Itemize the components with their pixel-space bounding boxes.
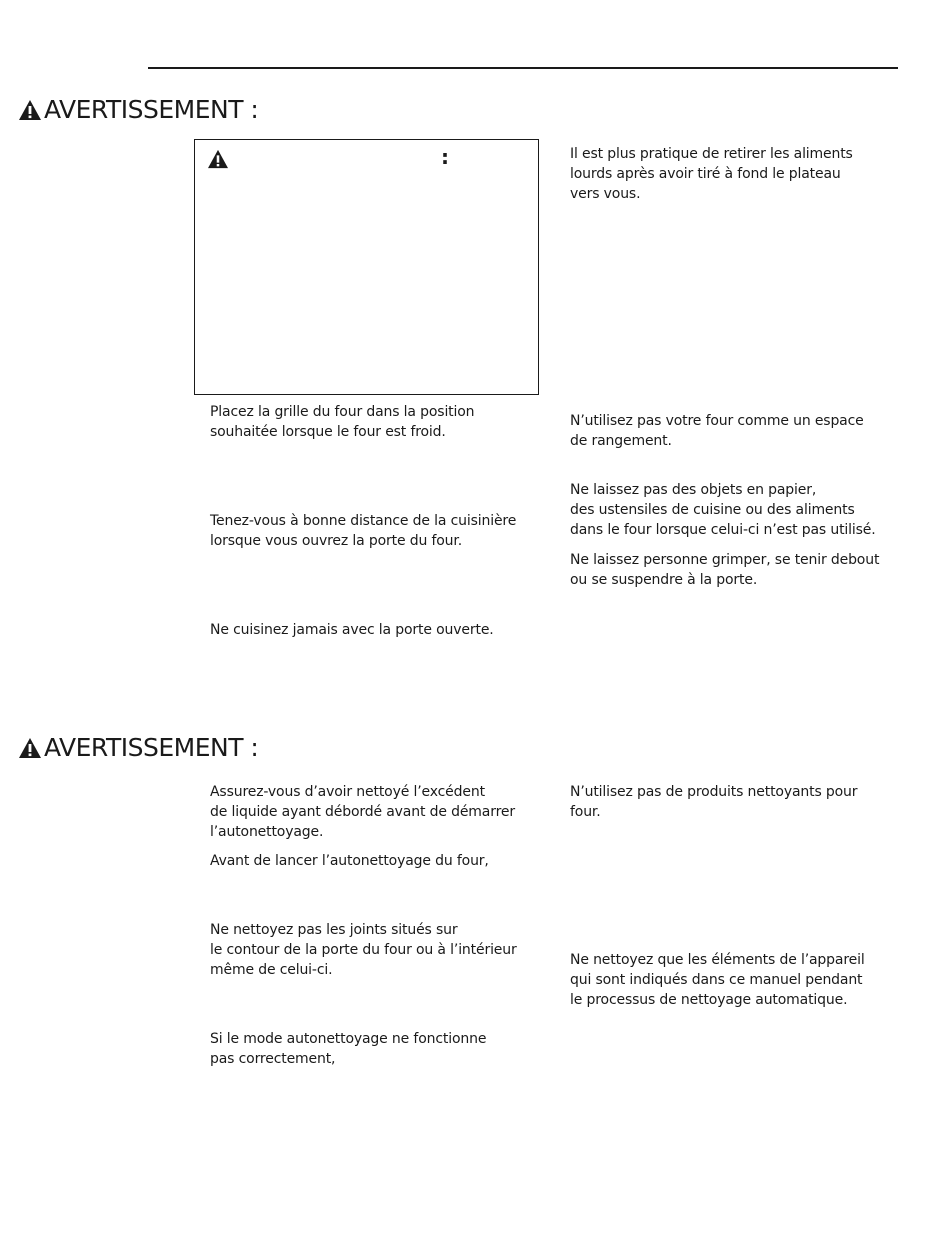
warning-heading-text: AVERTISSEMENT : (44, 733, 259, 762)
warning-heading-text: AVERTISSEMENT : (44, 95, 259, 124)
warning-box-colon: : (441, 145, 449, 169)
paragraph-door-open: Ne cuisinez jamais avec la porte ouverte. (210, 622, 494, 638)
warning-triangle-icon (207, 149, 229, 169)
paragraph-before-self-clean: Avant de lancer l’autonettoyage du four, (210, 853, 489, 869)
paragraph-malfunction: Si le mode autonettoyage ne fonctionne pas correctement, (210, 1031, 487, 1067)
warning-triangle-icon (18, 737, 42, 759)
paragraph-rack-position: Placez la grille du four dans la position souhaitée lorsque le four est froid. (210, 404, 475, 440)
paragraph-clean-spills: Assurez-vous d’avoir nettoyé l’excédent de liquide ayant débordé avant de démarrer l’autonettoyage. (210, 784, 515, 840)
paragraph-clean-listed-parts: Ne nettoyez que les éléments de l’appareil qui sont indiqués dans ce manuel pendant le processus de nettoyage automatique. (570, 952, 865, 1008)
warning-box (194, 139, 539, 395)
header-rule (148, 67, 898, 69)
warning-heading-1 (18, 97, 258, 122)
paragraph-stand-away: Tenez-vous à bonne distance de la cuisinière lorsque vous ouvrez la porte du four. (210, 513, 517, 549)
warning-triangle-icon (18, 99, 42, 121)
paragraph-no-storage: N’utilisez pas votre four comme un espace de rangement. (570, 413, 864, 449)
paragraph-no-climbing: Ne laissez personne grimper, se tenir debout ou se suspendre à la porte. (570, 552, 880, 588)
warning-heading-2 (18, 735, 258, 760)
paragraph-no-oven-cleaners: N’utilisez pas de produits nettoyants pour four. (570, 784, 858, 820)
paragraph-heavy-foods: Il est plus pratique de retirer les aliments lourds après avoir tiré à fond le plateau vers vous. (570, 146, 853, 202)
paragraph-no-paper: Ne laissez pas des objets en papier, des ustensiles de cuisine ou des aliments dans le four lorsque celui-ci n’est pas utilisé. (570, 482, 876, 538)
paragraph-door-gasket: Ne nettoyez pas les joints situés sur le contour de la porte du four ou à l’intérieur même de celui-ci. (210, 922, 517, 978)
